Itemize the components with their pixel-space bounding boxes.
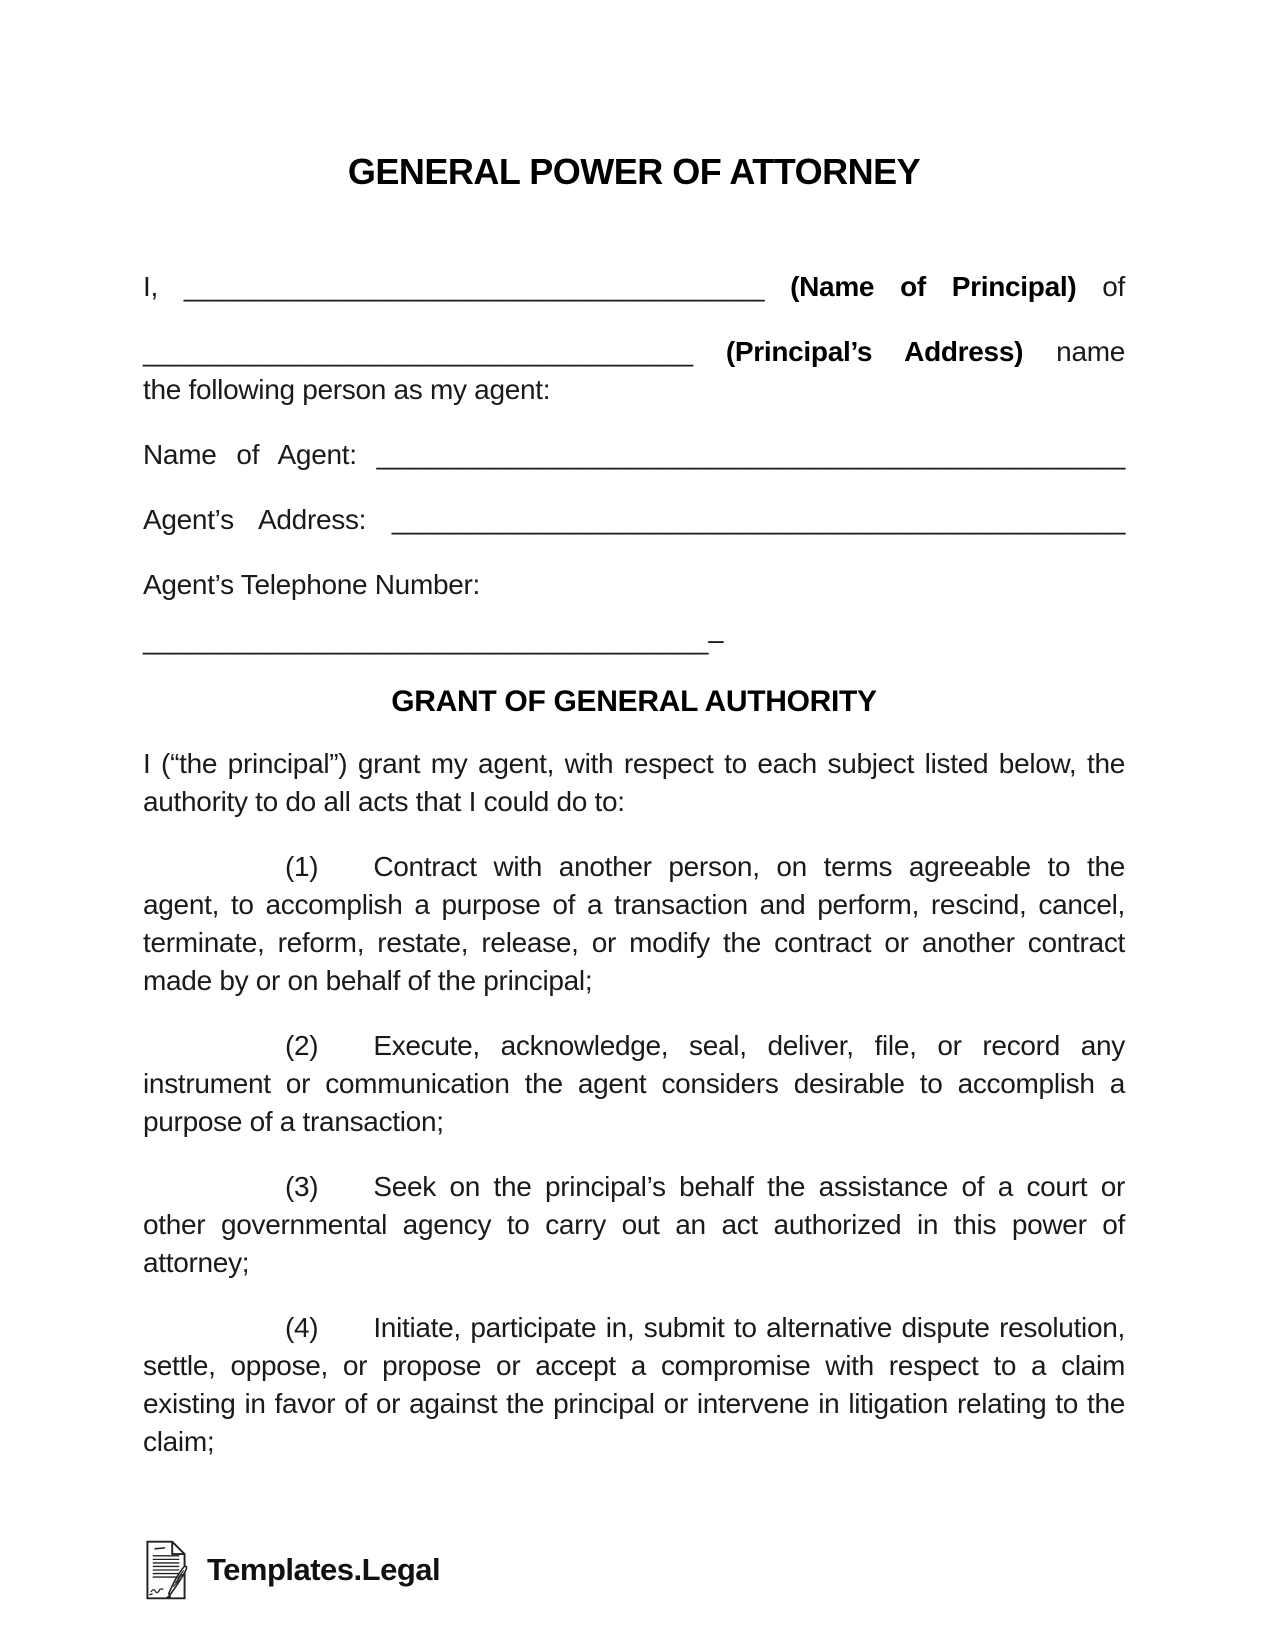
principal-address-blank: ____________________________________ — [143, 336, 693, 367]
agent-phone-label: Agent’s Telephone Number: — [143, 569, 481, 600]
principal-name-blank: ______________________________________ — [183, 271, 765, 302]
intro-line-3: the following person as my agent: — [143, 374, 551, 405]
agent-address-blank: ________________________________________________ — [391, 504, 1125, 535]
section-lead-paragraph: I (“the principal”) grant my agent, with respect to each subject listed below, the authority to do all acts that I could do to: — [143, 748, 1125, 817]
item-number: (3) — [285, 1171, 319, 1202]
principal-address-label: (Principal’s Address) — [725, 336, 1024, 367]
item-text: Execute, acknowledge, seal, deliver, file, or record any instrument or communication the agent considers desirable to accomplish a purpose of a transaction; — [143, 1030, 1125, 1137]
agent-phone-blank: _____________________________________– — [143, 624, 724, 655]
intro-of: of — [1102, 271, 1126, 302]
intro-pre: I, — [143, 271, 158, 302]
item-number: (1) — [285, 851, 319, 882]
agent-name-label: Name of Agent: — [143, 439, 357, 470]
section-heading: GRANT OF GENERAL AUTHORITY — [391, 685, 877, 718]
agent-address-label: Agent’s Address: — [143, 504, 367, 535]
document-with-quill-icon — [143, 1539, 189, 1601]
intro-name-word: name — [1056, 336, 1126, 367]
item-text: Contract with another person, on terms agreeable to the agent, to accomplish a purpose of a transaction and perform, rescind, cancel, terminate, reform, restate, release, or modify the contract or another contract made by or on behalf of the principal; — [143, 851, 1125, 996]
item-number: (4) — [285, 1312, 319, 1343]
agent-address-row — [143, 501, 1125, 539]
authority-item-2 — [143, 1027, 1125, 1141]
authority-item-3 — [143, 1168, 1125, 1282]
agent-name-row — [143, 436, 1125, 474]
brand-name: Templates.Legal — [207, 1552, 441, 1587]
agent-name-blank: _________________________________________________ — [376, 439, 1125, 470]
intro-line-1 — [143, 268, 1125, 306]
item-number: (2) — [285, 1030, 319, 1061]
item-text: Initiate, participate in, submit to alternative dispute resolution, settle, oppose, or propose or accept a compromise with respect to a claim existing in favor of or against the principal or intervene in litigation relating to the claim; — [143, 1312, 1125, 1457]
principal-name-label: (Name of Principal) — [790, 271, 1077, 302]
document-title: GENERAL POWER OF ATTORNEY — [347, 151, 921, 192]
authority-item-1 — [143, 848, 1125, 1000]
footer-logo — [143, 1539, 1125, 1601]
item-text: Seek on the principal’s behalf the assistance of a court or other governmental agency to carry out an act authorized in this power of attorney; — [143, 1171, 1125, 1278]
intro-line-2 — [143, 333, 1125, 371]
authority-item-4 — [143, 1309, 1125, 1461]
